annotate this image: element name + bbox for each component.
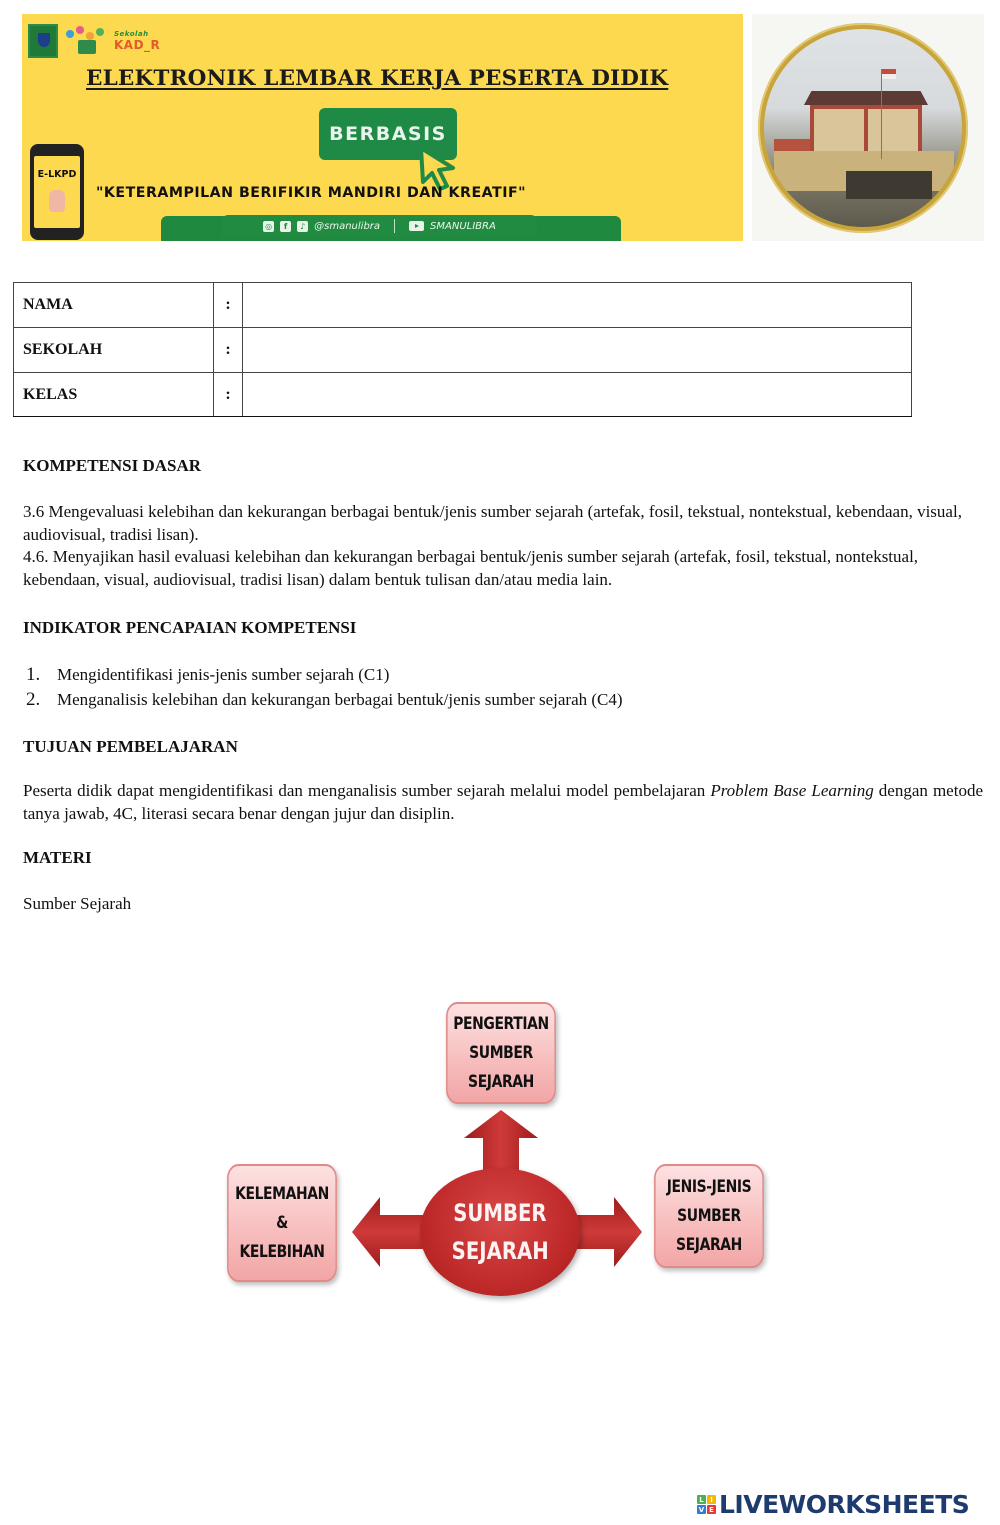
brand-text: LIVEWORKSHEETS [719,1490,970,1519]
banner-title: ELEKTRONIK LEMBAR KERJA PESERTA DIDIK [86,66,669,91]
hand-tap-icon [49,190,65,212]
arrow-right-icon [576,1195,644,1269]
kompetensi-dasar-text [23,501,983,591]
indikator-heading: INDIKATOR PENCAPAIAN KOMPETENSI [23,618,357,637]
table-row-sekolah [14,328,912,373]
sekolah-kader-logo: Sekolah KAD_R [114,30,161,52]
materi-text: Sumber Sejarah [23,894,132,913]
pengertian-box: PENGERTIAN SUMBER SEJARAH [446,1002,556,1104]
tujuan-heading: TUJUAN PEMBELAJARAN [23,737,238,756]
jenis-jenis-box: JENIS-JENIS SUMBER SEJARAH [654,1164,764,1268]
sekolah-label: SEKOLAH [14,328,214,373]
arrow-left-icon [350,1195,424,1269]
indikator-list [26,662,623,712]
list-item: 2. Menganalisis kelebihan dan kekurangan berbagai bentuk/jenis sumber sejarah (C4) [26,689,623,710]
social-divider [394,219,395,233]
tujuan-text: Peserta didik dapat mengidentifikasi dan menganalisis sumber sejarah melalui model pembelajaran Problem Base Learning dengan metode tanya jawab, 4C, literasi secara benar dengan jujur dan disiplin. [23,781,983,823]
banner-slogan: "KETERAMPILAN BERIFIKIR MANDIRI DAN KREATIF" [96,185,527,201]
youtube-channel: SMANULIBRA [430,220,496,232]
social-links [222,215,537,237]
nama-field[interactable] [243,283,912,328]
instagram-icon: ◎ [263,221,274,232]
kompetensi-dasar-heading: KOMPETENSI DASAR [23,456,202,475]
facebook-icon: f [280,221,291,232]
nama-label: NAMA [14,283,214,328]
table-row-nama [14,283,912,328]
tiktok-icon: ♪ [297,221,308,232]
kelas-field[interactable] [243,373,912,417]
school-photo-frame [752,14,984,241]
student-identity-table [13,282,912,417]
table-row-kelas [14,373,912,417]
merdeka-belajar-logo [64,26,108,56]
flag-icon [882,69,896,79]
kd-item-4-6: 4.6. Menyajikan hasil evaluasi kelebihan dan kekurangan berbagai bentuk/jenis sumber sejarah (artefak, fosil, tekstual, nontekstual, kebendaan, visual, audiovisual, tradisi lisan) dalam bentuk tulisan dan/atau media lain. [23,547,919,589]
kelas-label: KELAS [14,373,214,417]
header-banner [22,14,743,241]
list-item: 1. Mengidentifikasi jenis-jenis sumber sejarah (C1) [26,664,390,685]
phone-illustration [30,144,84,240]
materi-heading: MATERI [23,848,92,867]
colon: : [214,373,243,417]
colon: : [214,283,243,328]
sekolah-field[interactable] [243,328,912,373]
kd-item-3-6: 3.6 Mengevaluasi kelebihan dan kekurangan berbagai bentuk/jenis sumber sejarah (artefak, fosil, tekstual, nontekstual, kebendaan, visual, audiovisual, tradisi lisan). [23,502,962,544]
social-handle: @smanulibra [314,220,381,232]
concept-map-diagram [200,990,800,1310]
school-building-photo [764,29,962,227]
arrow-up-icon [462,1108,540,1174]
kelemahan-kelebihan-box: KELEMAHAN & KELEBIHAN [227,1164,337,1282]
berbasis-badge: BERBASIS [319,108,457,160]
youtube-icon [409,221,424,231]
phone-label: E-LKPD [37,169,77,180]
colon: : [214,328,243,373]
logo-group [28,24,160,58]
sumber-sejarah-center: SUMBER SEJARAH [420,1168,580,1296]
province-emblem-logo [28,24,58,58]
gold-ring [758,23,968,233]
live-cubes-icon: L I V E [697,1495,716,1514]
liveworksheets-logo [697,1490,969,1519]
